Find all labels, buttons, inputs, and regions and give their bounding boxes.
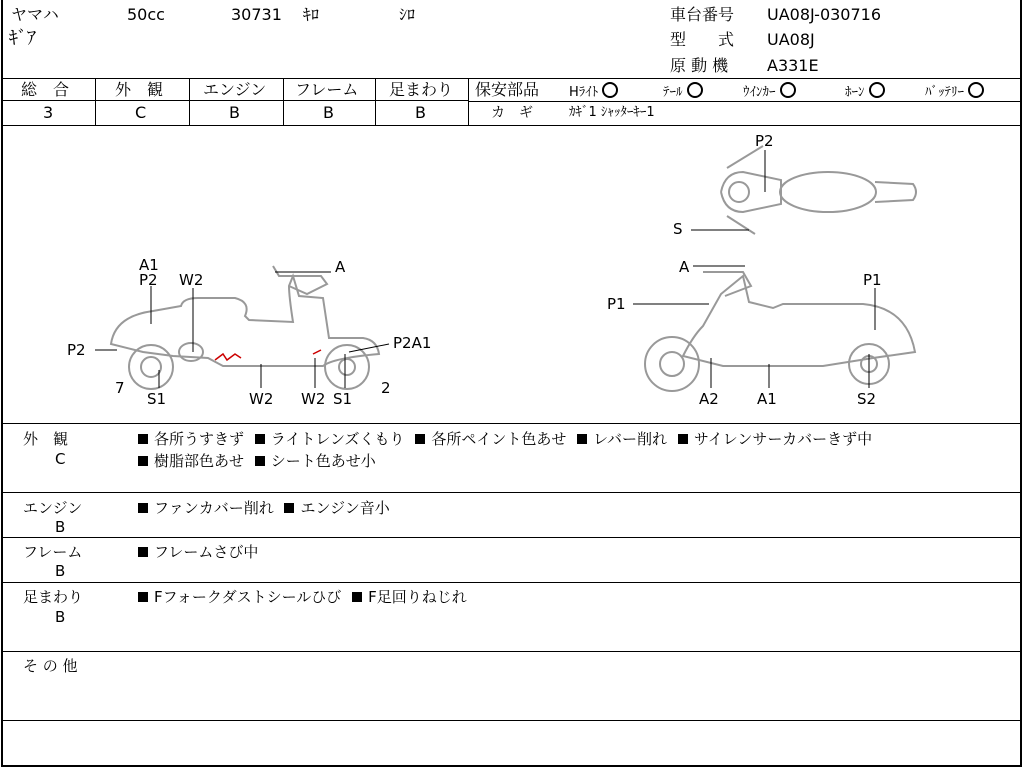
- safety-label: 保安部品: [475, 80, 540, 99]
- top-scooter: [721, 146, 916, 234]
- engine-value: A331E: [767, 56, 819, 75]
- color: ｼﾛ: [399, 5, 416, 24]
- remark-line: ファンカバー削れ エンジン音小: [138, 497, 390, 518]
- diagram-label: S1: [147, 390, 167, 408]
- remark-category-suspension: 足まわり: [23, 588, 84, 606]
- remark-category-frame: フレーム: [23, 543, 83, 561]
- key-value: ｶｷﾞ1 ｼｬｯﾀｰｷｰ1: [569, 105, 655, 120]
- safety-headlight: Hﾗｲﾄ: [569, 82, 618, 102]
- diagram-label: P2: [139, 271, 158, 289]
- diagram-label: P1: [863, 271, 882, 289]
- displacement: 50cc: [127, 5, 165, 24]
- diagram-label: P1: [607, 295, 626, 313]
- diagram-label: A: [335, 258, 346, 276]
- type-label: 型 式: [670, 30, 735, 49]
- score-value-suspension: B: [415, 103, 426, 122]
- ok-circle-icon: [968, 82, 984, 98]
- remark-line: 各所うすきず ライトレンズくもり 各所ペイント色あせ レバー削れ サイレンサーカバーきず中: [138, 428, 872, 449]
- safety-battery: ﾊﾞｯﾃﾘｰ: [925, 82, 984, 102]
- diagram-label: S2: [857, 390, 877, 408]
- diagram-label: A: [679, 258, 690, 276]
- inspection-sheet: [1, 0, 1022, 767]
- remark-grade-suspension: B: [55, 608, 66, 626]
- score-label-engine: エンジン: [203, 80, 267, 99]
- key-label: カ ギ: [491, 105, 533, 121]
- safety-winker: ｳｲﾝｶｰ: [743, 82, 796, 102]
- diagram-label: A1: [757, 390, 777, 408]
- ok-circle-icon: [780, 82, 796, 98]
- remark-grade-exterior: C: [55, 450, 66, 468]
- diagram-label: 2: [381, 379, 391, 397]
- remark-category-engine: エンジン: [23, 499, 83, 517]
- frame-no-label: 車台番号: [670, 5, 735, 24]
- score-label-suspension: 足まわり: [389, 80, 454, 99]
- diagram-label: S: [673, 220, 683, 238]
- model-name: ｷﾞｱ: [9, 28, 36, 49]
- diagram-label: W2: [179, 271, 204, 289]
- damage-mark: [215, 350, 321, 360]
- remark-line: Fフォークダストシールひび F足回りねじれ: [138, 586, 467, 607]
- diagram-label: A1: [139, 256, 159, 274]
- diagram-label: 7: [115, 379, 125, 397]
- safety-horn: ﾎｰﾝ: [845, 82, 885, 102]
- type-value: UA08J: [767, 30, 815, 49]
- diagram-label: W2: [301, 390, 326, 408]
- maker: ヤマハ: [11, 5, 59, 24]
- remark-line: 樹脂部色あせ シート色あせ小: [138, 450, 376, 471]
- remark-grade-frame: B: [55, 562, 66, 580]
- remark-line: フレームさび中: [138, 541, 258, 562]
- remark-grade-engine: B: [55, 518, 66, 536]
- safety-tail: ﾃｰﾙ: [663, 82, 703, 102]
- diagram-label: P2: [755, 132, 774, 150]
- frame-no: UA08J-030716: [767, 5, 882, 24]
- diagram-label: A2: [699, 390, 719, 408]
- remark-category-other: そ の 他: [23, 657, 78, 675]
- score-label-total: 総 合: [21, 80, 70, 99]
- score-label-exterior: 外 観: [115, 80, 164, 99]
- score-value-total: 3: [43, 103, 54, 122]
- ok-circle-icon: [687, 82, 703, 98]
- ok-circle-icon: [602, 82, 618, 98]
- diagram-label: S1: [333, 390, 353, 408]
- score-value-engine: B: [229, 103, 240, 122]
- ok-circle-icon: [869, 82, 885, 98]
- score-value-exterior: C: [135, 103, 147, 122]
- diagram-label: P2: [67, 341, 86, 359]
- remark-category-exterior: 外 観: [23, 430, 69, 448]
- score-label-frame: フレーム: [295, 80, 359, 99]
- score-value-frame: B: [323, 103, 334, 122]
- mileage-unit: ｷﾛ: [303, 5, 320, 24]
- diagram-label: W2: [249, 390, 274, 408]
- mileage: 30731: [231, 5, 282, 24]
- diagram-label: P2A1: [393, 334, 432, 352]
- engine-label: 原 動 機: [670, 56, 729, 75]
